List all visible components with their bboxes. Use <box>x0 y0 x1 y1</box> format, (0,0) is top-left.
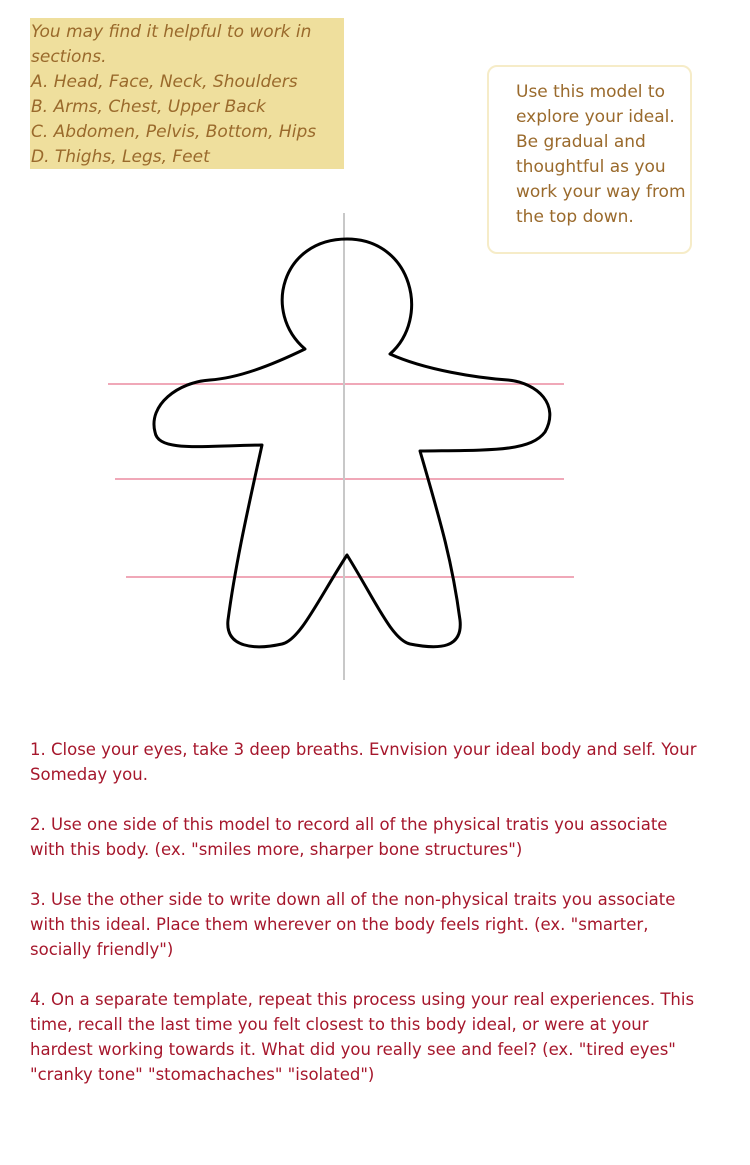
instruction-step-4 <box>30 987 720 1087</box>
sections-line: sections. <box>31 47 107 67</box>
body-outline <box>154 239 550 647</box>
instruction-step-2 <box>30 812 720 862</box>
instruction-line: with this body. (ex. "smiles more, sharper bone structures") <box>30 840 523 859</box>
tip-line: Be gradual and <box>516 132 646 152</box>
instructions <box>30 737 720 1112</box>
instruction-line: socially friendly") <box>30 940 174 959</box>
instruction-line: 1. Close your eyes, take 3 deep breaths. Evnvision your ideal body and self. Your <box>30 740 697 759</box>
sections-line-arms: B. Arms, Chest, Upper Back <box>31 97 266 117</box>
sections-line-abdomen: C. Abdomen, Pelvis, Bottom, Hips <box>31 122 317 142</box>
sections-line-head: A. Head, Face, Neck, Shoulders <box>31 72 298 92</box>
tip-line: explore your ideal. <box>516 107 675 127</box>
instruction-line: time, recall the last time you felt closest to this body ideal, or were at your <box>30 1015 649 1034</box>
instruction-line: "cranky tone" "stomachaches" "isolated") <box>30 1065 375 1084</box>
instruction-line: Someday you. <box>30 765 148 784</box>
instruction-line: 4. On a separate template, repeat this process using your real experiences. This <box>30 990 695 1009</box>
instruction-line: 3. Use the other side to write down all of the non-physical traits you associate <box>30 890 676 909</box>
tip-line: the top down. <box>516 207 634 227</box>
instruction-line: hardest working towards it. What did you really see and feel? (ex. "tired eyes" <box>30 1040 676 1059</box>
instruction-line: 2. Use one side of this model to record all of the physical tratis you associate <box>30 815 668 834</box>
instruction-line: with this ideal. Place them wherever on the body feels right. (ex. "smarter, <box>30 915 649 934</box>
tip-line: thoughtful as you <box>516 157 666 177</box>
tip-line: work your way from <box>516 182 686 202</box>
instruction-step-3 <box>30 887 720 962</box>
instruction-step-1 <box>30 737 720 787</box>
sections-line-legs: D. Thighs, Legs, Feet <box>31 147 210 167</box>
sections-line: You may find it helpful to work in <box>31 22 312 42</box>
tip-line: Use this model to <box>516 82 665 102</box>
